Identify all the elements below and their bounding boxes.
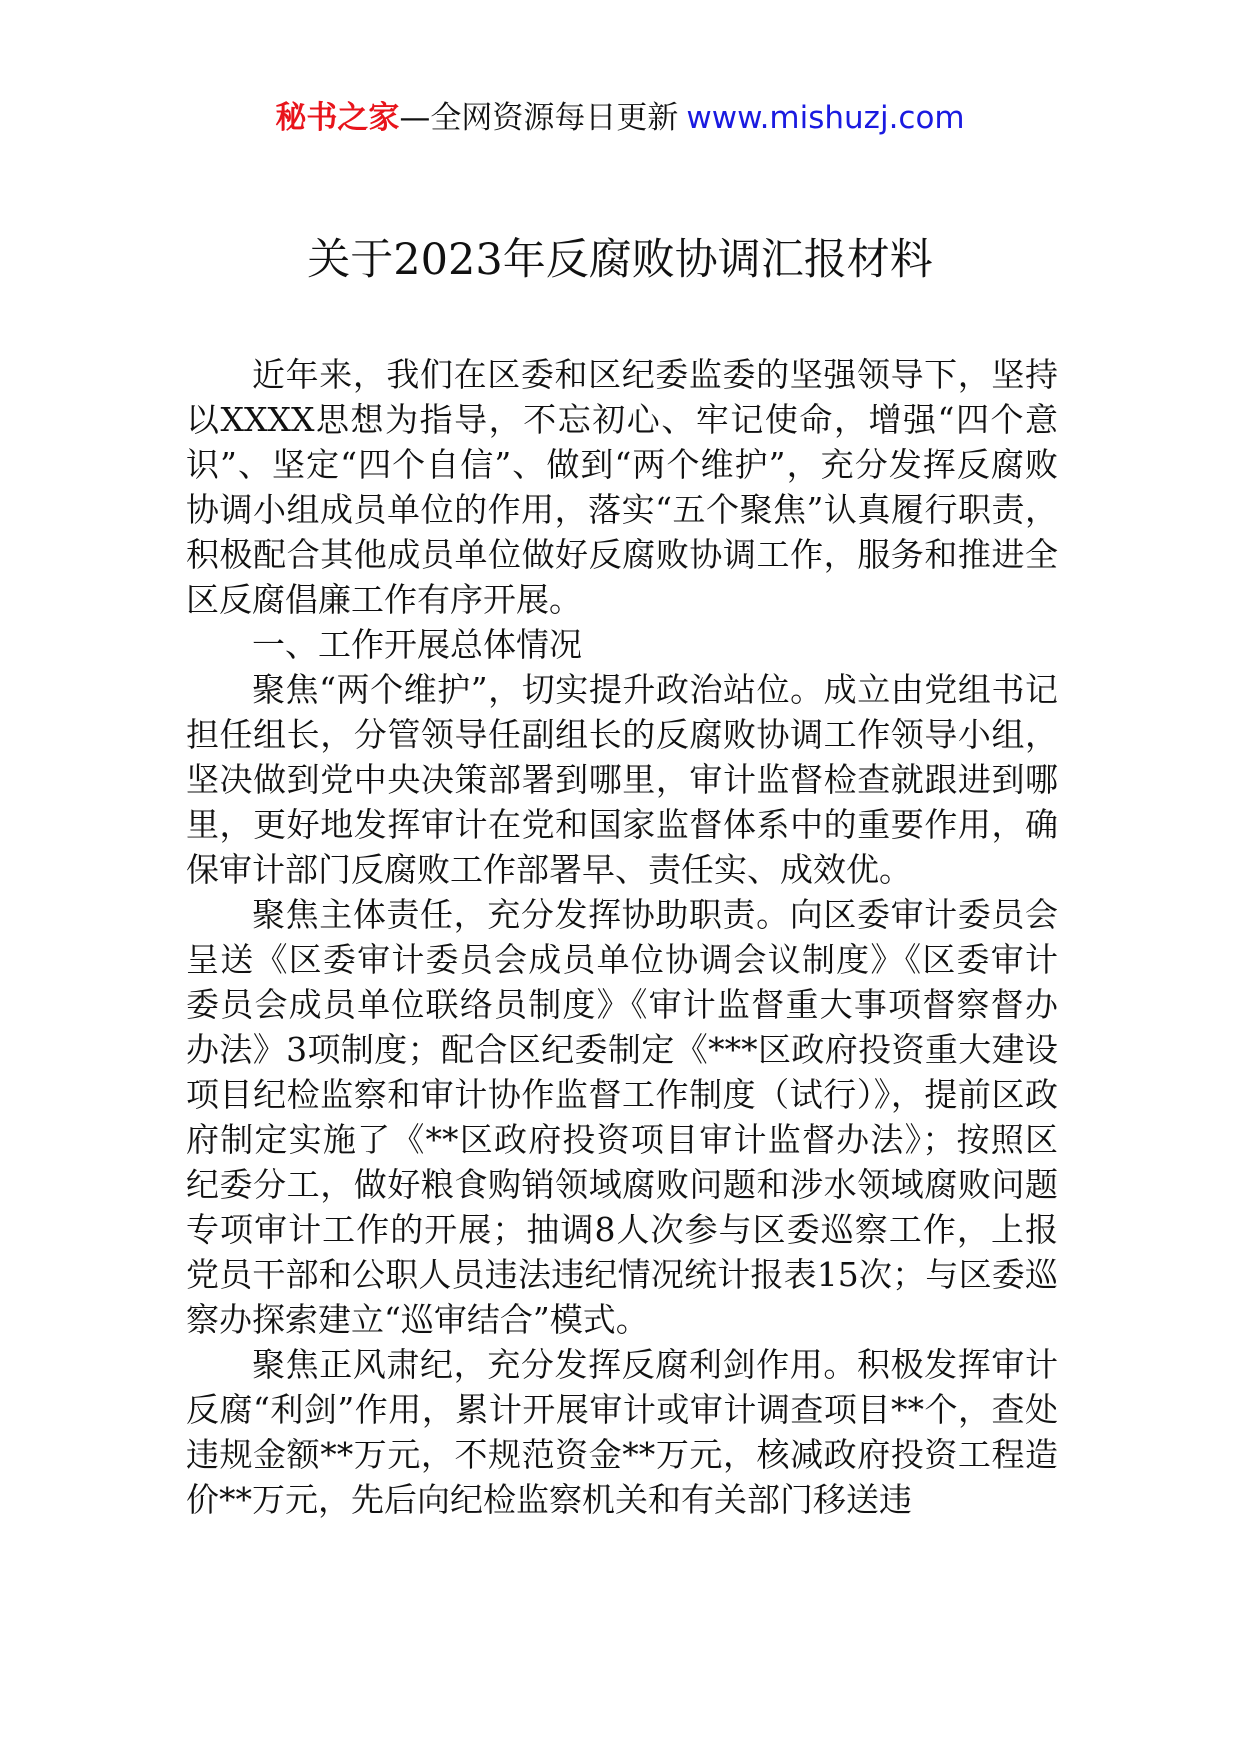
document-body [186,352,1058,1522]
paragraph-main-responsibility: 聚焦主体责任，充分发挥协助职责。向区委审计委员会呈送《区委审计委员会成员单位协调会议制度》《区委审计委员会成员单位联络员制度》《审计监督重大事项督察督办办法》3项制度；配合区纪委制定《***区政府投资重大建设项目纪检监察和审计协作监督工作制度（试行）》，提前区政府制定实施了《**区政府投资项目审计监督办法》；按照区纪委分工，做好粮食购销领域腐败问题和涉水领域腐败问题专项审计工作的开展；抽调8人次参与区委巡察工作，上报党员干部和公职人员违法违纪情况统计报表15次；与区委巡察办探索建立“巡审结合”模式。 [186,895,1058,1339]
section-heading: 一、工作开展总体情况 [252,625,582,664]
site-url-link[interactable]: www.mishuzj.com [686,100,965,136]
paragraph-political-position: 聚焦“两个维护”，切实提升政治站位。成立由党组书记担任组长，分管领导任副组长的反腐败协调工作领导小组，坚决做到党中央决策部署到哪里，审计监督检查就跟进到哪里，更好地发挥审计在党和国家监督体系中的重要作用，确保审计部门反腐败工作部署早、责任实、成效优。 [186,670,1058,889]
header-slogan: —全网资源每日更新 [399,100,679,136]
paragraph-discipline: 聚焦正风肃纪，充分发挥反腐利剑作用。积极发挥审计反腐“利剑”作用，累计开展审计或审计调查项目**个，查处违规金额**万元，不规范资金**万元，核减政府投资工程造价**万元，先后向纪检监察机关和有关部门移送违 [186,1345,1058,1519]
brand-name: 秘书之家 [275,100,400,136]
paragraph-intro: 近年来，我们在区委和区纪委监委的坚强领导下，坚持以XXXX思想为指导，不忘初心、牢记使命，增强“四个意识”、坚定“四个自信”、做到“两个维护”，充分发挥反腐败协调小组成员单位的作用，落实“五个聚焦”认真履行职责，积极配合其他成员单位做好反腐败协调工作，服务和推进全区反腐倡廉工作有序开展。 [186,355,1058,619]
site-header [0,98,1240,138]
document-title: 关于2023年反腐败协调汇报材料 [307,235,933,285]
